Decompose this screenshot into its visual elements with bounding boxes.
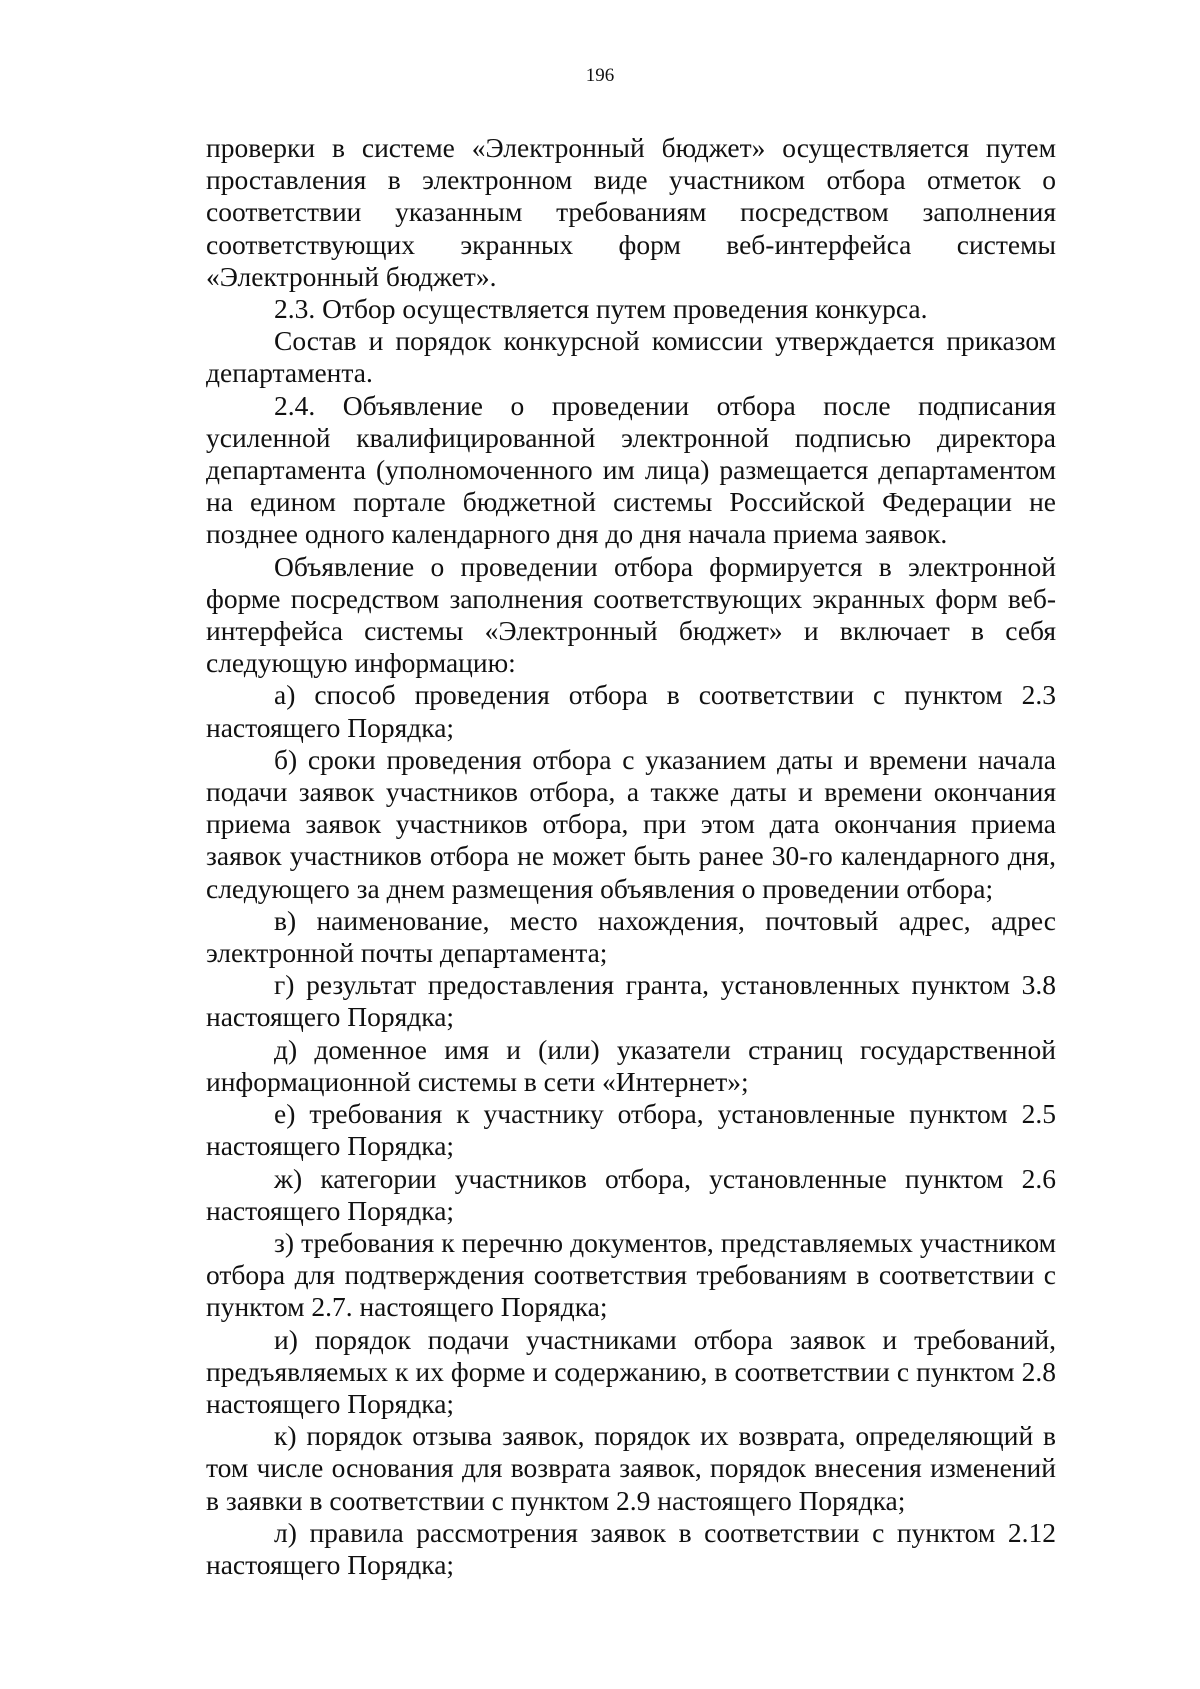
page-number: 196 — [585, 65, 615, 86]
paragraph: Состав и порядок конкурсной комиссии утверждается приказом департамента. — [206, 325, 1056, 389]
list-item: а) способ проведения отбора в соответствии с пунктом 2.3 настоящего Порядка; — [206, 679, 1056, 743]
list-item: к) порядок отзыва заявок, порядок их возврата, определяющий в том числе основания для возврата заявок, порядок внесения изменений в заявки в соответствии с пунктом 2.9 настоящего Порядка; — [206, 1420, 1056, 1516]
list-item: л) правила рассмотрения заявок в соответствии с пунктом 2.12 настоящего Порядка; — [206, 1516, 1056, 1580]
list-item: д) доменное имя и (или) указатели страниц государственной информационной системы в сети «Интернет»; — [206, 1033, 1056, 1097]
paragraph: 2.4. Объявление о проведении отбора после подписания усиленной квалифицированной электронной подписью директора департамента (уполномоченного им лица) размещается департаментом на едином портале бюджетной системы Российской Федерации не позднее одного календарного дня до дня начала приема заявок. — [206, 389, 1056, 550]
document-body — [206, 132, 1056, 1581]
list-item: з) требования к перечню документов, представляемых участником отбора для подтверждения соответствия требованиям в соответствии с пунктом 2.7. настоящего Порядка; — [206, 1226, 1056, 1323]
list-item: в) наименование, место нахождения, почтовый адрес, адрес электронной почты департамента; — [206, 904, 1056, 969]
list-item: ж) категории участников отбора, установленные пунктом 2.6 настоящего Порядка; — [206, 1162, 1056, 1226]
list-item: е) требования к участнику отбора, установленные пунктом 2.5 настоящего Порядка; — [206, 1098, 1056, 1162]
list-item: и) порядок подачи участниками отбора заявок и требований, предъявляемых к их форме и содержанию, в соответствии с пунктом 2.8 настоящего Порядка; — [206, 1323, 1056, 1419]
paragraph: Объявление о проведении отбора формируется в электронной форме посредством заполнения соответствующих экранных форм веб-интерфейса системы «Электронный бюджет» и включает в себя следующую информацию: — [206, 550, 1056, 679]
list-item: б) сроки проведения отбора с указанием даты и времени начала подачи заявок участников отбора, а также даты и времени окончания приема заявок участников отбора, при этом дата окончания приема заявок участников отбора не может быть ранее 30-го календарного дня, следующего за днем размещения объявления о проведении отбора; — [206, 743, 1056, 904]
list-item: г) результат предоставления гранта, установленных пунктом 3.8 настоящего Порядка; — [206, 969, 1056, 1033]
paragraph: проверки в системе «Электронный бюджет» осуществляется путем проставления в электронном виде участником отбора отметок о соответствии указанным требованиям посредством заполнения соответствующих экранных форм веб-интерфейса системы «Электронный бюджет». — [206, 132, 1056, 292]
paragraph: 2.3. Отбор осуществляется путем проведения конкурса. — [274, 293, 928, 325]
